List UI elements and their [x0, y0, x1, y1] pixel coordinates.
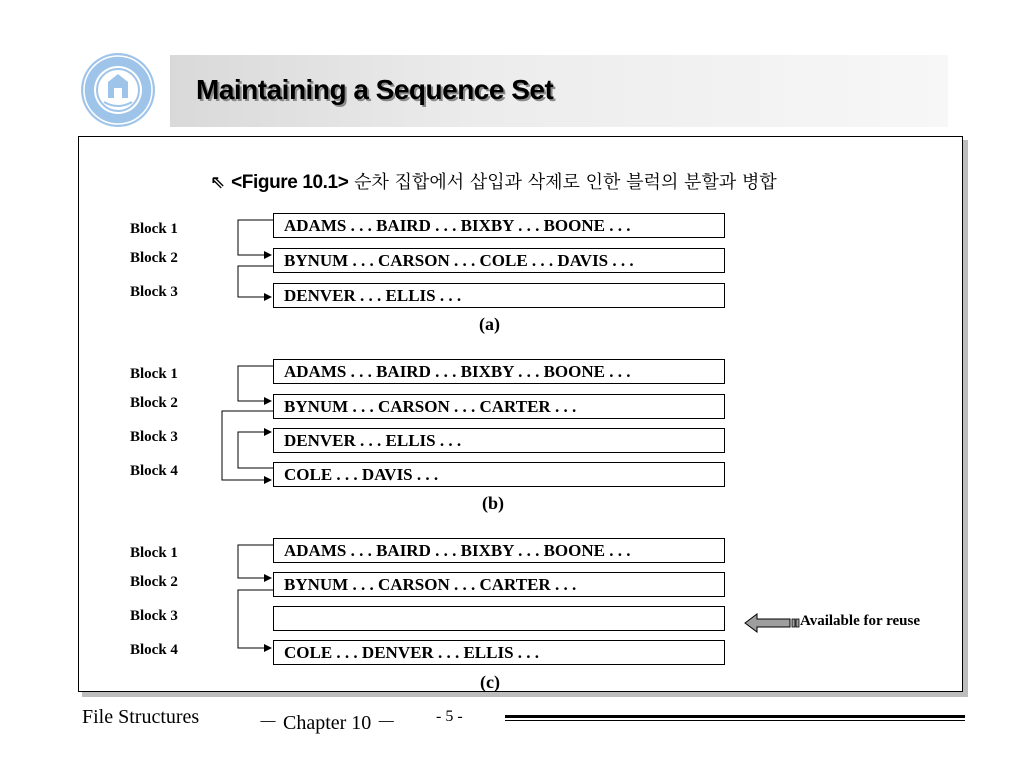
page-title: Maintaining a Sequence Set [196, 74, 554, 105]
footer-course: File Structures [82, 706, 200, 728]
block-label: Block 3 [130, 608, 178, 624]
block-label: Block 2 [130, 250, 178, 266]
block-label: Block 3 [130, 429, 178, 445]
block-label: Block 2 [130, 395, 178, 411]
link-c-1-2 [238, 545, 273, 578]
block-label: Block 3 [130, 284, 178, 300]
sequence-block: DENVER . . . ELLIS . . . [273, 283, 725, 308]
link-a-1-2 [238, 220, 273, 255]
footer-rule [505, 720, 965, 721]
link-b-4-3 [238, 432, 273, 468]
block-arrow-left-icon [744, 612, 802, 634]
sequence-block: ADAMS . . . BAIRD . . . BIXBY . . . BOONE . . . [273, 538, 725, 563]
link-b-1-2 [238, 366, 273, 401]
figure-number: <Figure 10.1> [231, 172, 349, 193]
sequence-block: BYNUM . . . CARSON . . . COLE . . . DAVIS . . . [273, 248, 725, 273]
available-note: Available for reuse [800, 613, 920, 629]
sequence-block-empty [273, 606, 725, 631]
panel-label-b: (b) [482, 493, 504, 513]
sequence-block: ADAMS . . . BAIRD . . . BIXBY . . . BOONE . . . [273, 359, 725, 384]
footer-rule [505, 715, 965, 718]
sequence-block: COLE . . . DAVIS . . . [273, 462, 725, 487]
block-label: Block 2 [130, 574, 178, 590]
figure-description: 순차 집합에서 삽입과 삭제로 인한 블럭의 분할과 병합 [348, 172, 777, 193]
block-label: Block 1 [130, 545, 178, 561]
sequence-block: BYNUM . . . CARSON . . . CARTER . . . [273, 572, 725, 597]
arrow-up-left-icon: ⇖ [210, 172, 226, 193]
block-label: Block 4 [130, 642, 178, 658]
block-label: Block 1 [130, 366, 178, 382]
panel-label-a: (a) [479, 314, 500, 334]
footer-chapter: － Chapter 10 － [258, 712, 397, 734]
link-b-2-4 [222, 411, 273, 480]
link-c-2-4 [238, 590, 273, 648]
block-label: Block 4 [130, 463, 178, 479]
page-number: - 5 - [436, 708, 463, 725]
sequence-block: COLE . . . DENVER . . . ELLIS . . . [273, 640, 725, 665]
panel-label-c: (c) [480, 672, 500, 692]
block-label: Block 1 [130, 221, 178, 237]
sequence-block: DENVER . . . ELLIS . . . [273, 428, 725, 453]
sequence-block: ADAMS . . . BAIRD . . . BIXBY . . . BOONE . . . [273, 213, 725, 238]
sequence-block: BYNUM . . . CARSON . . . CARTER . . . [273, 394, 725, 419]
link-a-2-3 [238, 266, 273, 297]
